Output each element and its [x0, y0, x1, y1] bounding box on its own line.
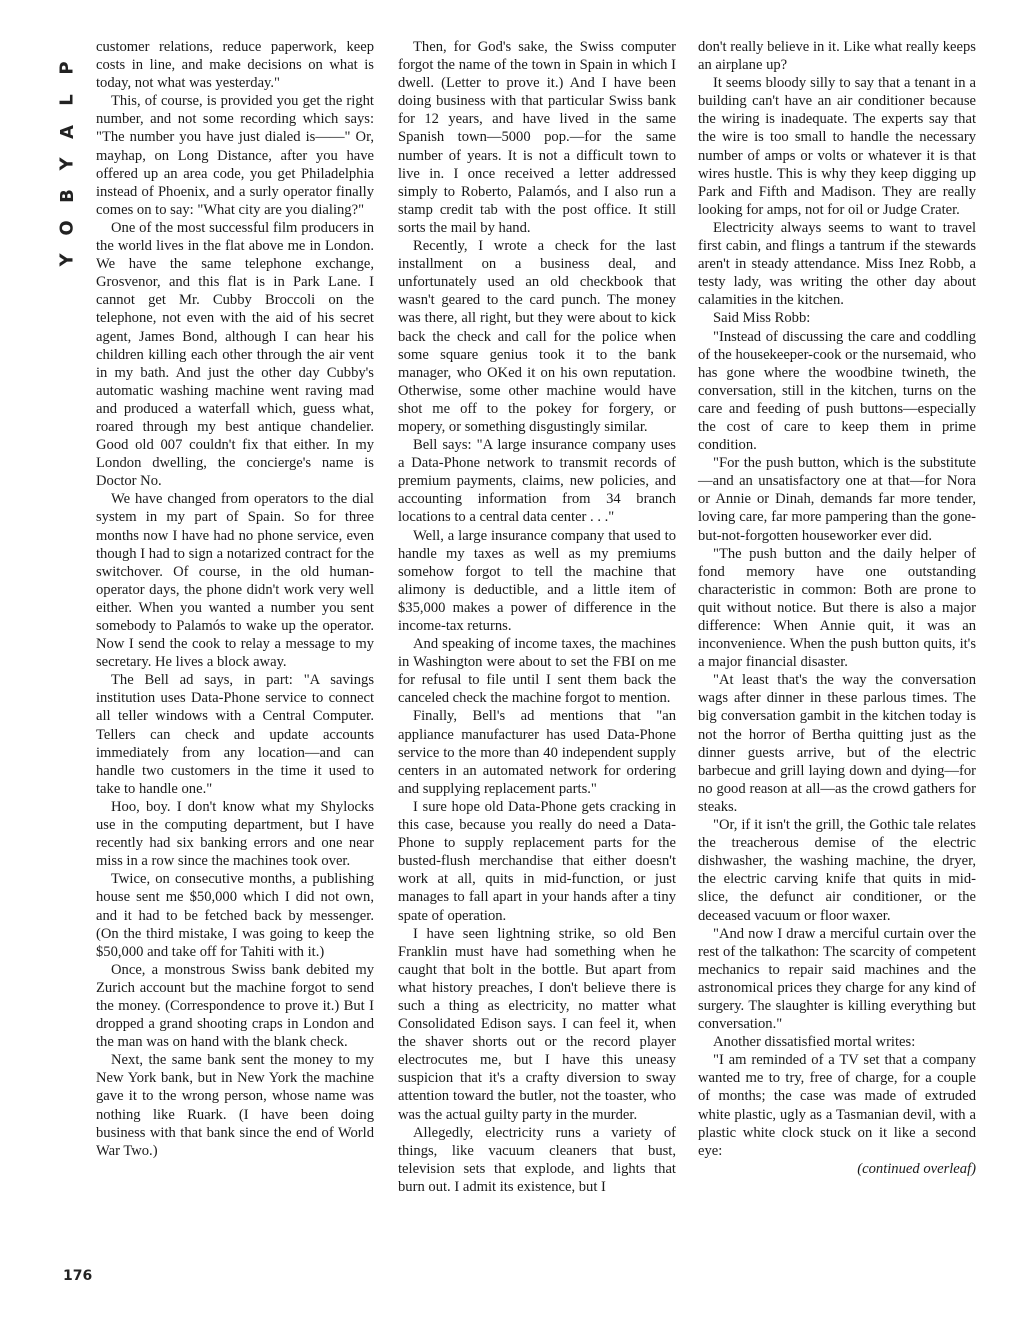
logo-letter: Y	[56, 157, 78, 171]
logo-letter: B	[56, 189, 78, 203]
paragraph: Then, for God's sake, the Swiss computer forgot the name of the town in Spain in which I dwell. (Letter to prove it.) And I have been doing business with that particular Swiss bank for 12 years, and have lived in the same Spanish town—5000 pop.—for the same number of years. It is not a difficult town to live in. I once received a letter addressed simply to Roberto, Palamós, and I also run a stamp credit tab with the post office. It still sorts the mail by hand.	[398, 39, 676, 236]
text-column-2	[398, 38, 676, 1196]
magazine-logo	[48, 52, 88, 276]
paragraph: Said Miss Robb:	[713, 310, 811, 327]
paragraph: The Bell ad says, in part: "A savings institution uses Data-Phone service to connect all teller windows with a Central Computer. Tellers can check and update accounts immediately from any location—and can handle two customers in the time it used to take to handle one."	[96, 672, 374, 797]
paragraph: "Instead of discussing the care and coddling of the housekeeper-cook or the nursemaid, who has gone where the woodbine twineth, the conversation, still in the kitchen, turns on the care and feeding of push buttons—especially the cost of care to keep them in prime condition.	[698, 328, 976, 454]
paragraph: I sure hope old Data-Phone gets cracking in this case, because you really do need a Data-Phone to supply replacement parts for the busted-flush merchandise that either doesn't work at all, quits in mid-function, or just manages to fall apart in your hands after a tiny spate of operation.	[398, 798, 676, 924]
text-column-3	[698, 38, 976, 1178]
paragraph: "And now I draw a merciful curtain over the rest of the talkathon: The scarcity of competent mechanics to repair said machines and the astronomical prices they charge for any kind of surgery. The slaughter is killing everything but conversation."	[698, 925, 976, 1033]
paragraph: This, of course, is provided you get the right number, and not some recording which says: "The number you have just dialed is——" Or, mayhap, on Long Distance, after you have offered up an area code, you get Philadelphia instead of Phoenix, and a surly operator finally comes on to say: "What city are you dialing?"	[96, 93, 374, 218]
paragraph: One of the most successful film producers in the world lives in the flat above me in London. We have the same telephone exchange, Grosvenor, and this flat is in Park Lane. I cannot get Mr. Cubby Broccoli on the telephone, not even with the aid of his secret agent, James Bond, although I can hear his children killing each other through the air vent in my bath. And just the other day Cubby's automatic washing machine went raving mad and produced a waterfall which, guess what, roared through my best antique chandelier. Good old 007 couldn't fix that either. In my London dwelling, the concierge's name is Doctor No.	[96, 219, 374, 490]
paragraph: Once, a monstrous Swiss bank debited my Zurich account but the machine forgot to send the money. (Correspondence to prove it.) But I dropped a grand shooting craps in London and the man was on hand with the blank check.	[96, 961, 374, 1051]
paragraph: Twice, on consecutive months, a publishing house sent me $50,000 which I did not own, and it had to be fetched back by messenger. (On the third mistake, I was going to keep the $50,000 and take off for Tahiti with it.)	[96, 871, 374, 960]
paragraph: Well, a large insurance company that used to handle my taxes as well as my premiums somehow forgot to tell the machine that alimony is deductible, and a little item of $35,000 makes a power of difference in the income-tax returns.	[398, 527, 676, 634]
text-column-1	[96, 38, 374, 1160]
paragraph: "At least that's the way the conversation wags after dinner in these parlous times. The big conversation gambit in the kitchen today is not the horror of Bertha quitting just as the dinner guests arrive, but of the electric barbecue and grill laying down and dying—for no good reason at all—as the crowd gathers for steaks.	[698, 672, 976, 815]
paragraph: "For the push button, which is the substitute—and an unsatisfactory one at that—for Nora or Annie or Dinah, demands far more tender, loving care, far more pampering than the gone-but-not-forgotten houseworker ever did.	[698, 455, 976, 544]
paragraph: Hoo, boy. I don't know what my Shylocks use in the computing department, but I have recently had six banking errors and one near miss in a row since the machines took over.	[96, 798, 374, 870]
logo-letter: L	[56, 94, 78, 106]
paragraph: I have seen lightning strike, so old Ben Franklin must have had something when he caught that bolt in the bottle. But apart from what history preaches, I don't believe there is such a thing as electricity, no matter what Consolidated Edison says. I can feel it, when the shaver shorts out or the record player electrocutes me, but I have this uneasy suspicion that it's a crafty diversion to sway attention toward the butler, not the toaster, who was the actual guilty party in the murder.	[398, 925, 676, 1123]
paragraph: Recently, I wrote a check for the last installment on a business deal, and unfortunately used an old checkbook that wasn't geared to the card punch. The money was there, all right, but they were about to kick back the check and call for the police when some square genius took it to the bank manager, who OKed it on his own reputation. Otherwise, some other machine would have shot me off to the pokey for forgery, or mopery, or something disgustingly similar.	[398, 238, 676, 435]
paragraph: Allegedly, electricity runs a variety of things, like vacuum cleaners that bust, television sets that explode, and lights that burn out. I admit its existence, but I	[398, 1124, 676, 1195]
paragraph: It seems bloody silly to say that a tenant in a building can't have an air conditioner because the wiring is inadequate. The experts say that the wire is too small to handle the necessary number of amps or volts or whatever it is that wires hustle. This is why they keep digging up Park and Fifth and Madison. They are really looking for amps, not for oil or Judge Crater.	[698, 75, 976, 218]
logo-letter: A	[57, 125, 78, 139]
paragraph: customer relations, reduce paperwork, keep costs in line, and make decisions on what is today, not what was yesterday."	[96, 39, 374, 92]
logo-letter: Y	[56, 253, 78, 267]
paragraph: "The push button and the daily helper of fond memory have one outstanding characteristic in common: Both are prone to quit without notice. But there is also a major difference: When Annie quit, it was an inconvenience. When the push button quits, it's a major financial disaster.	[698, 545, 976, 671]
paragraph: Another dissatisfied mortal writes:	[713, 1034, 916, 1051]
paragraph: Bell says: "A large insurance company uses a Data-Phone network to transmit records of premium payments, claims, new policies, and accounting information from 34 branch locations to a central data center . . ."	[398, 437, 676, 526]
paragraph: "I am reminded of a TV set that a company wanted me to try, free of charge, for a couple of months; the case was made of extruded white plastic, ugly as a Tasmanian devil, with a plastic white clock stuck on it like a second eye:	[698, 1052, 976, 1159]
continued-notice: (continued overleaf)	[857, 1160, 976, 1177]
paragraph: Finally, Bell's ad mentions that "an appliance manufacturer has used Data-Phone service to the more than 40 independent supply centers in an automated network for ordering and supplying replacement parts."	[398, 708, 676, 797]
paragraph: Next, the same bank sent the money to my New York bank, but in New York the machine gave it to the wrong person, whose name was nothing like Ruark. (I have been doing business with that bank since the end of World War Two.)	[96, 1052, 374, 1159]
paragraph: Electricity always seems to want to travel first cabin, and flings a tantrum if the stewards aren't in steady attendance. Miss Inez Robb, a testy lady, was writing the other day about calamities in the kitchen.	[698, 219, 976, 309]
logo-letter: P	[56, 61, 78, 75]
paragraph: We have changed from operators to the dial system in my part of Spain. So for three months now I have had no phone service, even though I had to sign a notarized contract for the switchover. Of course, in the old human-operator days, the phone didn't work very well either. When you wanted a number you sent somebody to Palamós to wake up the operator. Now I send the cook to relay a message to my secretary. He lives a block away.	[96, 491, 374, 671]
paragraph: don't really believe in it. Like what really keeps an airplane up?	[698, 39, 976, 74]
paragraph: And speaking of income taxes, the machines in Washington were about to set the FBI on me for refusal to file until I sent them back the canceled check the machine forgot to mention.	[398, 636, 676, 707]
paragraph: "Or, if it isn't the grill, the Gothic tale relates the treacherous demise of the electric dishwasher, the washing machine, the dryer, the electric carving knife that quits in mid-slice, the defunct air conditioner, or the deceased vacuum or floor waxer.	[698, 817, 976, 924]
page-number: 176	[63, 1268, 93, 1284]
logo-letter: O	[57, 220, 78, 236]
